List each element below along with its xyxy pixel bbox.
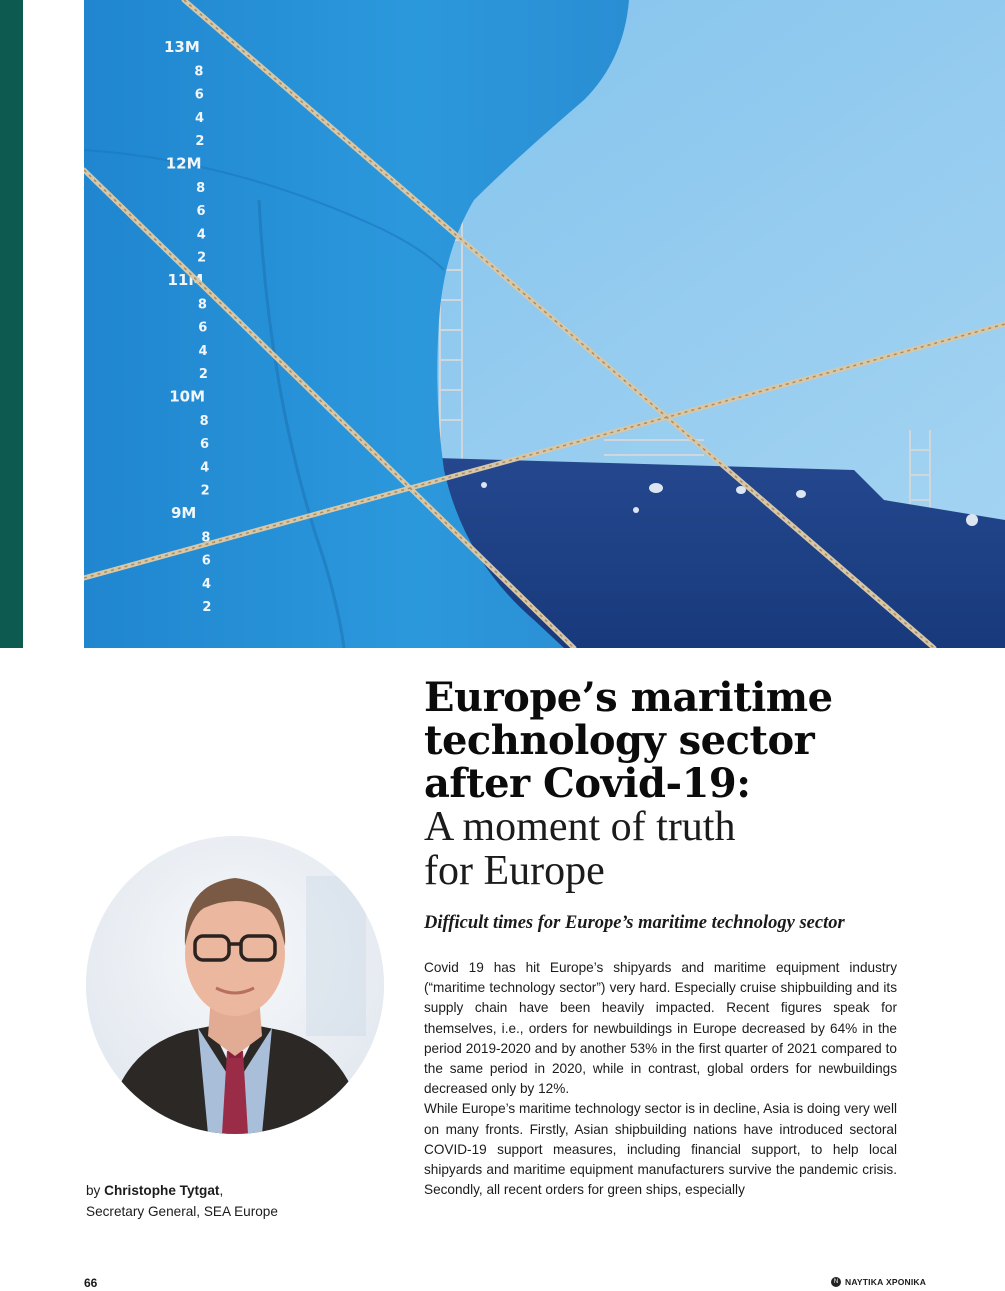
accent-side-bar [0,0,23,648]
draft-mark: 2 [202,600,212,616]
article-body [424,958,897,1200]
byline-comma: , [219,1183,224,1198]
draft-mark: 13M [164,38,200,56]
publication-footer [831,1277,926,1287]
draft-mark: 12M [165,154,202,173]
publication-logo-icon: N [831,1277,841,1287]
byline-prefix: by [86,1183,101,1198]
author-byline [86,1180,386,1222]
publication-name: ΝΑΥΤΙΚΑ ΧΡΟΝΙΚΑ [845,1277,927,1287]
title-line-2: technology sector [424,717,815,764]
author-role: Secretary General, SEA Europe [86,1204,278,1219]
draft-mark: 6 [199,437,209,453]
draft-mark: 2 [198,367,208,383]
title-line-4: A moment of truth [424,804,736,850]
draft-mark: 11M [167,271,204,289]
body-paragraph: While Europe’s maritime technology sector is in decline, Asia is doing very well on many fronts. Firstly, Asian shipbuilding nations have introduced sectoral COVID-19 support measures, including financial support, to help local shipyards and maritime equipment manufacturers survive the pandemic crisis. Secondly, all recent orders for green ships, especially [424,1101,897,1198]
draft-mark: 9M [171,504,197,522]
draft-mark: 10M [169,387,206,406]
title-line-3: after Covid-19: [424,760,751,807]
draft-mark: 2 [200,483,210,499]
draft-mark: 8 [197,297,207,313]
draft-mark: 4 [202,576,212,592]
section-subheading: Difficult times for Europe’s maritime technology sector [424,913,845,933]
draft-mark: 8 [196,180,206,196]
draft-mark: 4 [200,460,210,476]
draft-mark: 4 [196,227,206,243]
draft-mark: 4 [198,343,208,359]
title-line-5: for Europe [424,848,605,894]
article-title [424,676,944,893]
draft-mark: 4 [195,110,205,126]
draft-mark: 6 [194,87,204,103]
draft-mark: 2 [197,250,207,266]
draft-mark: 6 [196,204,206,220]
author-portrait [86,836,384,1134]
draft-mark: 8 [194,64,204,80]
ship-hull-illustration [84,0,1005,648]
draft-mark: 2 [195,134,205,150]
draft-mark: 6 [201,553,211,569]
hero-ship-photo [84,0,1005,648]
body-paragraph: Covid 19 has hit Europe’s shipyards and maritime equipment industry (“maritime technology sector”) very hard. Especially cruise shipbuilding and its supply chain have been heavily impacted. Recent figures speak for themselves, i.e., orders for newbuildings in Europe decreased by 64% in the period 2019-2020 and by another 53% in the first quarter of 2021 compared to the same period in 2020, while in contrast, global orders for newbuildings decreased only by 12%. [424,960,897,1097]
draft-mark: 8 [199,413,209,429]
author-name: Christophe Tytgat [104,1183,220,1198]
page-number: 66 [84,1276,98,1290]
title-line-1: Europe’s maritime [424,674,833,721]
draft-mark: 6 [198,320,208,336]
draft-mark: 8 [201,530,211,546]
